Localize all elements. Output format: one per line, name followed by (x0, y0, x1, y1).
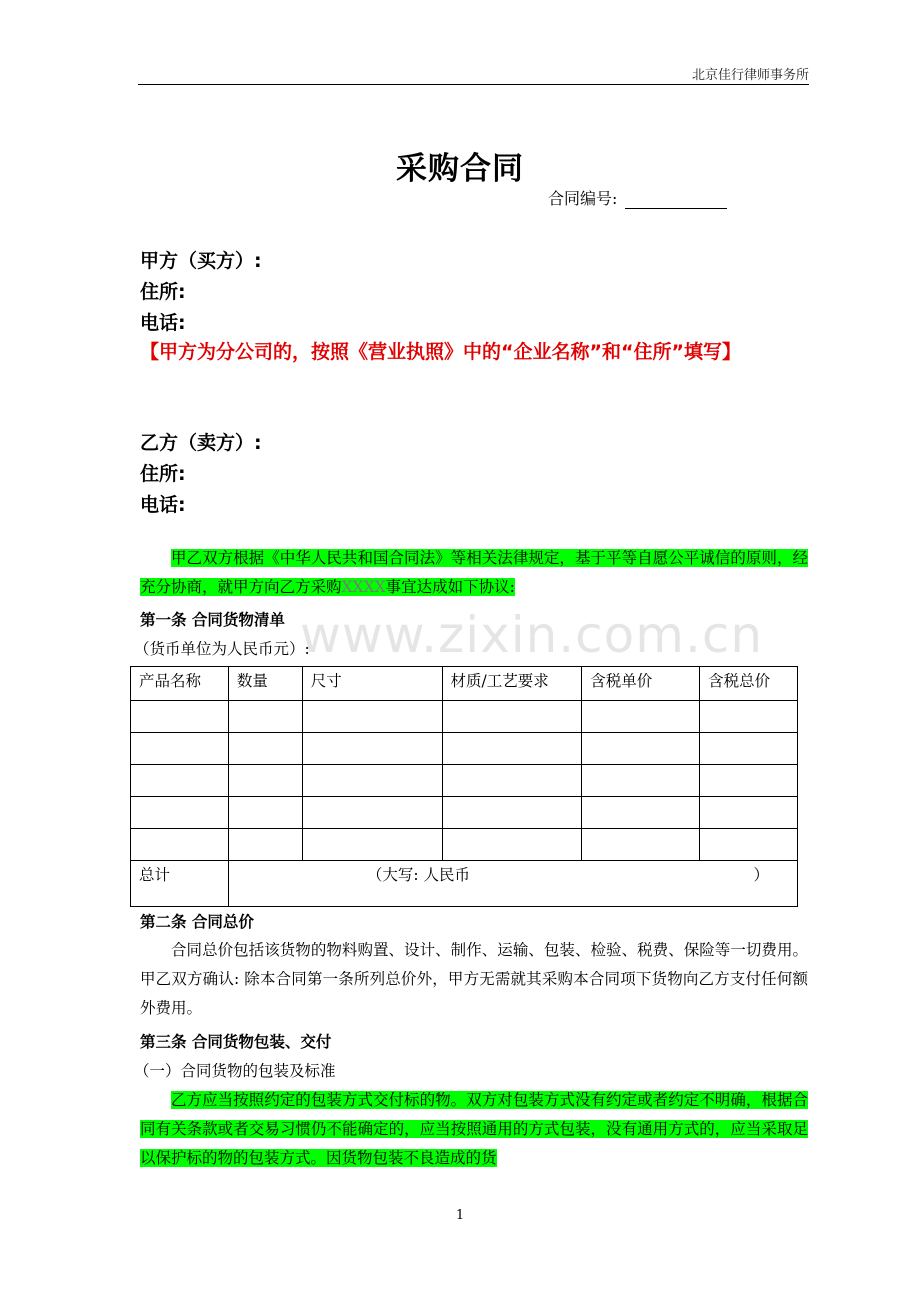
table-cell (700, 765, 798, 797)
party-b-label: 乙方（卖方）: (140, 432, 262, 454)
article-3-body-text: 乙方应当按照约定的包装方式交付标的物。双方对包装方式没有约定或者约定不明确，根据合同有关条款或者交易习惯仍不能确定的，应当按照通用的方式包装，没有通用方式的，应当采取足以保护标的物的包装方式。因货物包装不良造成的货 (140, 1091, 808, 1167)
table-cell (582, 765, 700, 797)
table-cell (302, 797, 442, 829)
table-cell (228, 733, 302, 765)
article-2-body: 合同总价包括该货物的物料购置、设计、制作、运输、包装、检验、税费、保险等一切费用。甲乙双方确认: 除本合同第一条所列总价外，甲方无需就其采购本合同项下货物向乙方支付任何额外费用。 (140, 941, 808, 1017)
table-cell (582, 797, 700, 829)
total-amount-close: ） (753, 866, 769, 884)
party-a-address: 住所: (140, 281, 186, 303)
table-cell (442, 797, 582, 829)
table-cell (302, 701, 442, 733)
table-cell (131, 733, 229, 765)
currency-note: （货币单位为人民币元）: (134, 640, 310, 658)
total-amount-cell (228, 861, 797, 907)
party-a-label: 甲方（买方）: (140, 250, 262, 272)
table-cell (131, 765, 229, 797)
branch-note: 【甲方为分公司的，按照《营业执照》中的“企业名称”和“住所”填写】 (140, 341, 741, 363)
page-number: 1 (455, 1208, 465, 1223)
table-cell (302, 733, 442, 765)
contract-number (548, 186, 727, 209)
table-row (131, 765, 798, 797)
article-3-body (140, 1086, 808, 1173)
table-cell (228, 765, 302, 797)
header-divider (138, 84, 809, 85)
article-1-title: 第一条 合同货物清单 (140, 611, 285, 629)
document-title: 采购合同 (396, 151, 524, 187)
table-cell (582, 829, 700, 861)
table-total-row (131, 861, 798, 907)
table-cell (302, 765, 442, 797)
table-cell (442, 829, 582, 861)
table-cell (442, 701, 582, 733)
table-header-cell: 材质/工艺要求 (442, 667, 582, 701)
table-row (131, 701, 798, 733)
total-label: 总计 (131, 861, 229, 907)
watermark: www.zixin.com.cn (300, 606, 764, 664)
party-b-address: 住所: (140, 463, 186, 485)
intro-text-after: 事宜达成如下协议: (385, 578, 515, 596)
table-cell (700, 733, 798, 765)
intro-paragraph (140, 544, 808, 602)
table-cell (700, 797, 798, 829)
table-cell (302, 829, 442, 861)
table-header-cell: 数量 (228, 667, 302, 701)
intro-text-before: 甲乙双方根据《中华人民共和国合同法》等相关法律规定，基于平等自愿公平诚信的原则，经充分协商，就甲方向乙方采购 (140, 549, 808, 596)
table-row (131, 733, 798, 765)
article-2-title: 第二条 合同总价 (140, 913, 254, 931)
table-cell (131, 829, 229, 861)
contract-number-label: 合同编号: (548, 189, 618, 208)
table-cell (131, 701, 229, 733)
table-header-cell: 含税总价 (700, 667, 798, 701)
contract-number-blank (625, 192, 727, 209)
goods-table (130, 666, 798, 907)
table-row (131, 829, 798, 861)
table-header-cell: 含税单价 (582, 667, 700, 701)
table-cell (442, 765, 582, 797)
table-cell (700, 829, 798, 861)
table-cell (131, 797, 229, 829)
total-amount-text: （大写: 人民币 (366, 866, 470, 884)
party-a-phone: 电话: (140, 312, 186, 334)
table-header-row (131, 667, 798, 701)
party-b-phone: 电话: (140, 494, 186, 516)
table-header-cell: 产品名称 (131, 667, 229, 701)
article-3-subsection: （一）合同货物的包装及标准 (134, 1062, 336, 1080)
table-cell (228, 701, 302, 733)
table-cell (228, 797, 302, 829)
table-cell (700, 701, 798, 733)
intro-placeholder: XXXX (341, 578, 386, 596)
table-cell (582, 701, 700, 733)
table-header-cell: 尺寸 (302, 667, 442, 701)
header-firm-name: 北京佳行律师事务所 (691, 68, 809, 83)
article-3-title: 第三条 合同货物包装、交付 (140, 1033, 332, 1051)
table-cell (582, 733, 700, 765)
table-row (131, 797, 798, 829)
table-cell (442, 733, 582, 765)
table-cell (228, 829, 302, 861)
